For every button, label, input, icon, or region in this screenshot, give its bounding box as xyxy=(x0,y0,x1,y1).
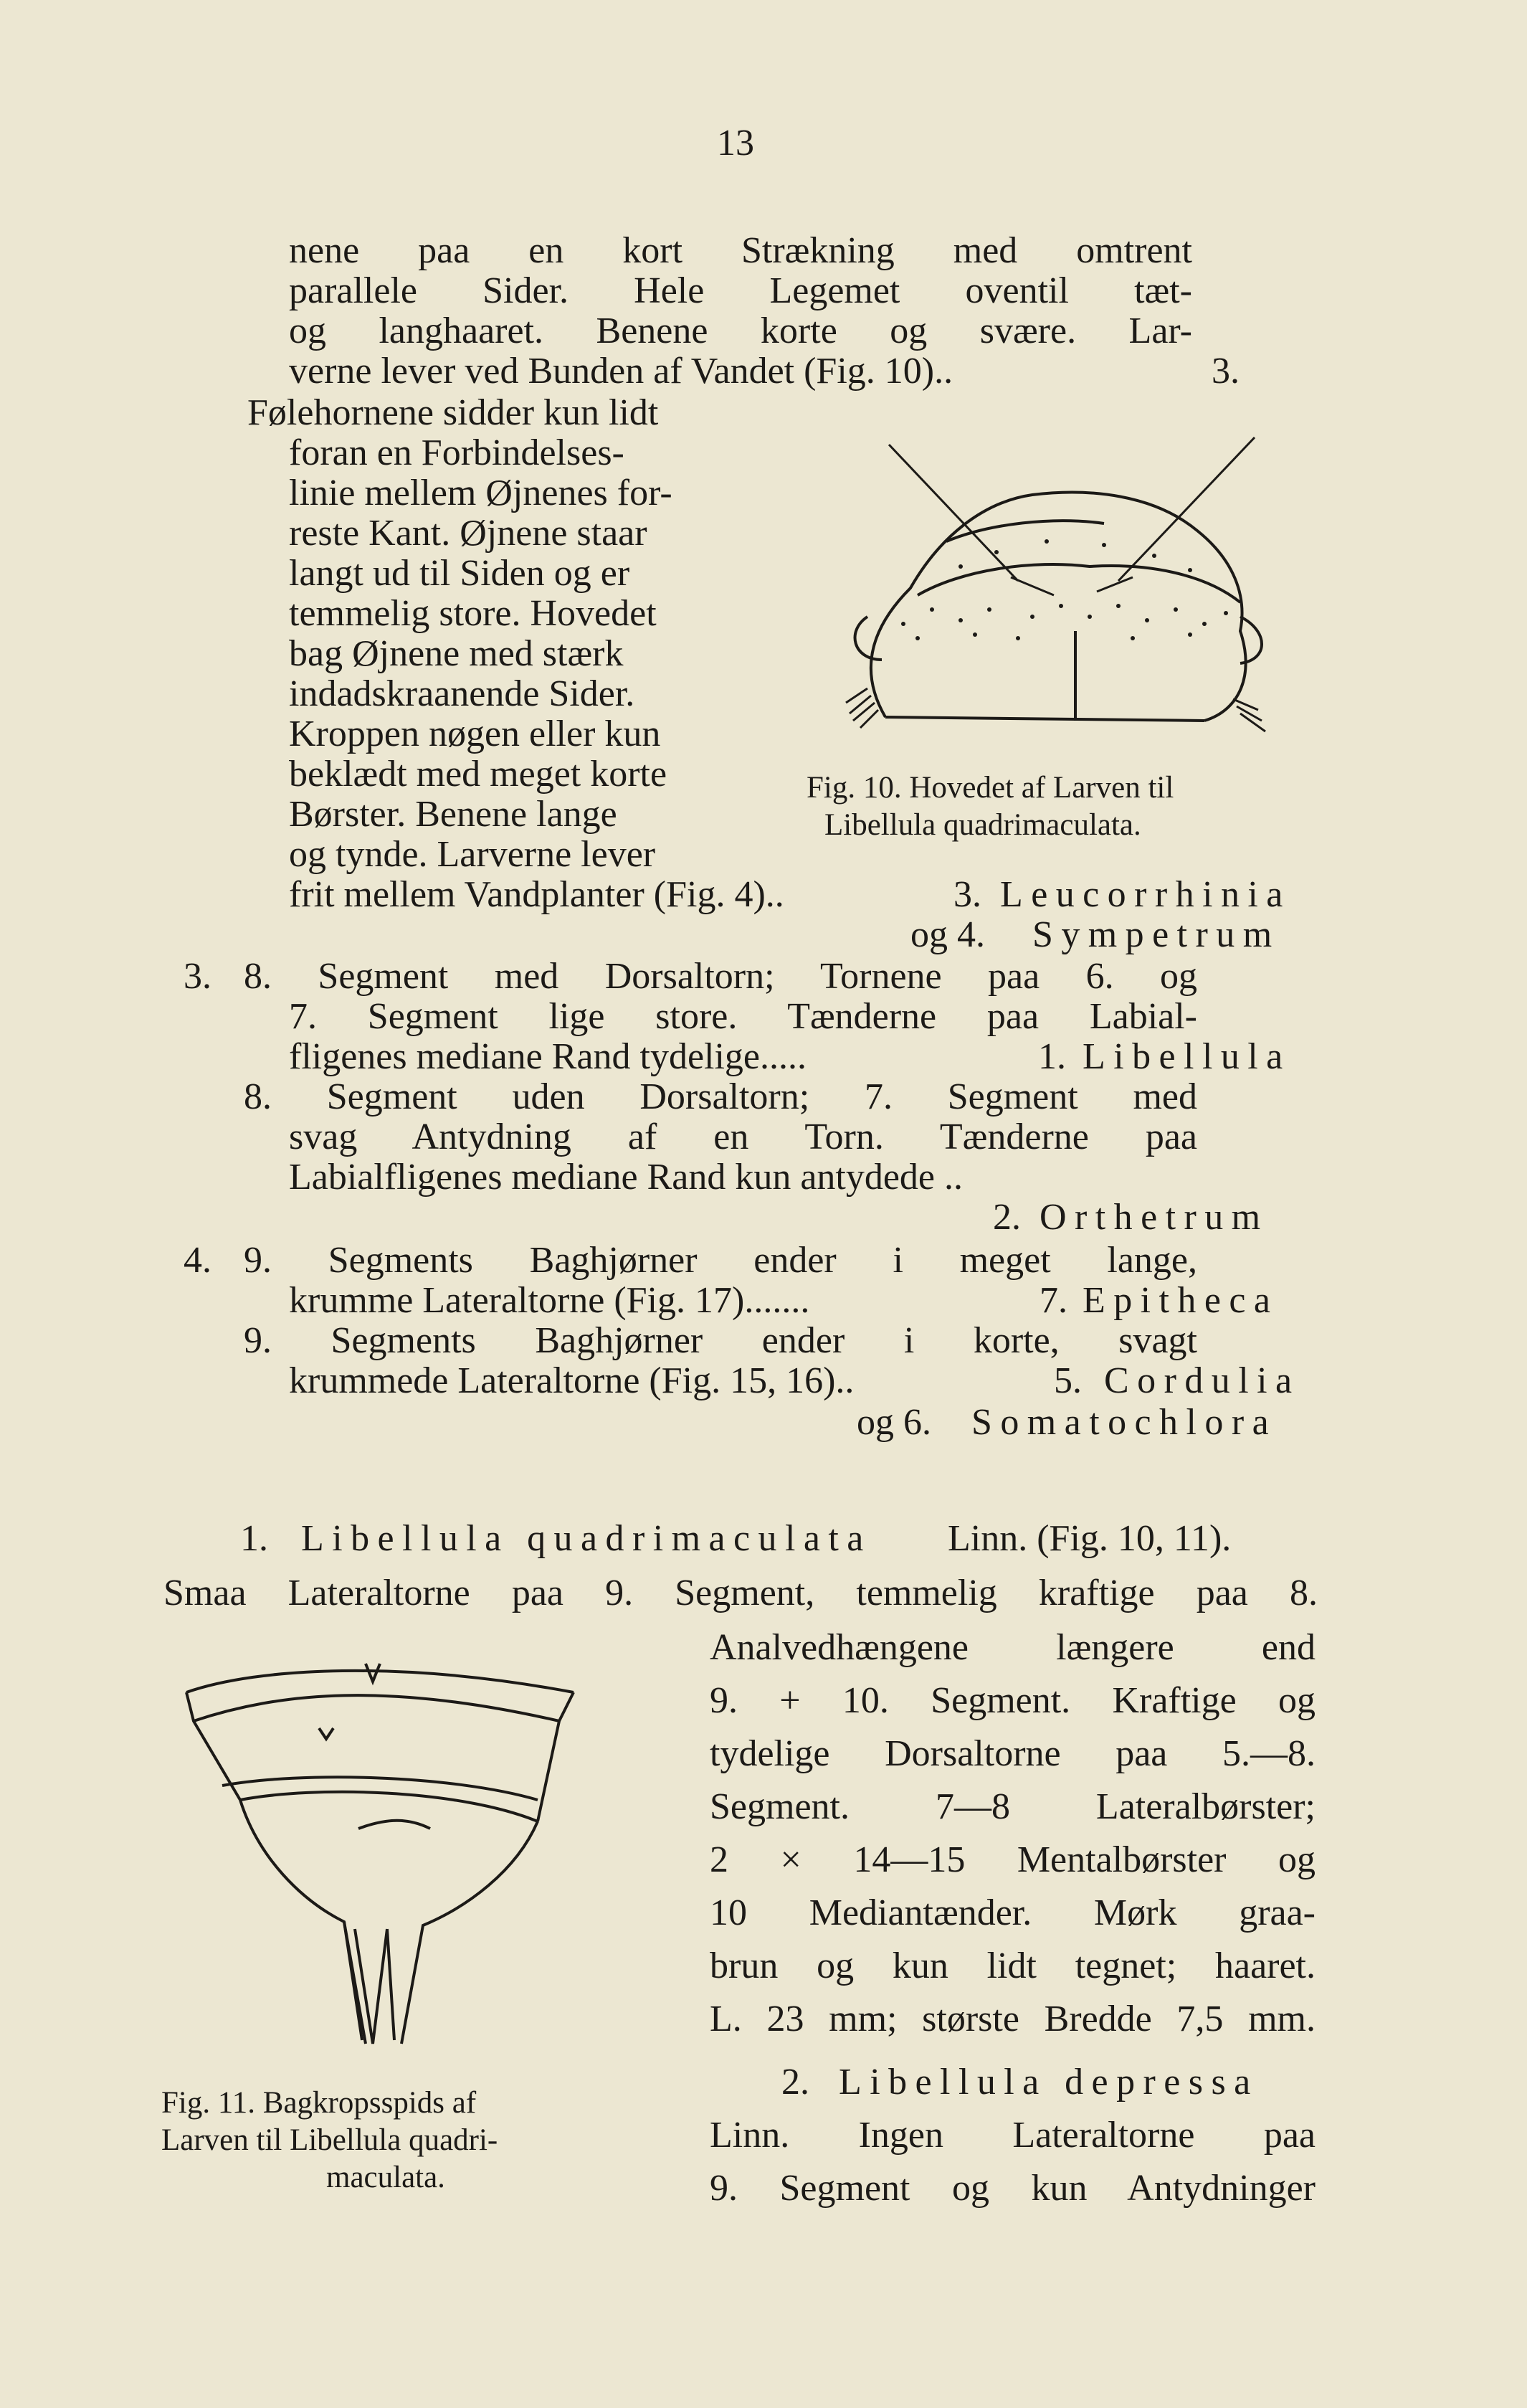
fig11-caption: maculata. xyxy=(326,2161,445,2194)
key-line: indadskraanende Sider. xyxy=(289,673,635,714)
genus-name: Leucorrhinia xyxy=(1000,874,1291,915)
key-ref: og 4. xyxy=(910,914,985,955)
key-line: Følehornene sidder kun lidt xyxy=(247,392,659,433)
couplet-number: 3. xyxy=(184,956,211,997)
key-line: Labialfligenes mediane Rand kun antydede .. xyxy=(289,1157,964,1198)
species-name: Libellula quadrimaculata xyxy=(301,1518,872,1559)
species-description-line: Analvedhængene længere end xyxy=(710,1627,1316,1668)
key-ref: og 6. xyxy=(857,1402,931,1443)
species-description-line: 10 Mediantænder. Mørk graa- xyxy=(710,1892,1316,1933)
key-line: Kroppen nøgen eller kun xyxy=(289,714,661,754)
species-name: Libellula depressa xyxy=(839,2062,1259,2103)
key-ref: 5. xyxy=(1054,1360,1082,1401)
species-description-line: brun og kun lidt tegnet; haaret. xyxy=(710,1945,1316,1986)
species-description-line: 2 × 14—15 Mentalbørster og xyxy=(710,1839,1316,1880)
fig11-abdomen-tip-illustration xyxy=(172,1642,645,2087)
key-line: verne lever ved Bunden af Vandet (Fig. 10).. xyxy=(289,351,953,392)
genus-name: Cordulia xyxy=(1104,1360,1300,1401)
key-line: 8. Segment uden Dorsaltorn; 7. Segment med xyxy=(244,1076,1197,1117)
species-author: Linn. (Fig. 10, 11). xyxy=(948,1518,1232,1559)
page-number: 13 xyxy=(717,123,754,163)
fig11-caption: Fig. 11. Bagkropsspids af xyxy=(161,2086,477,2120)
key-line: krummede Lateraltorne (Fig. 15, 16).. xyxy=(289,1360,855,1401)
key-line: og tynde. Larverne lever xyxy=(289,834,656,875)
key-ref: 3. xyxy=(953,874,981,915)
genus-name: Sympetrum xyxy=(1032,914,1280,955)
species-description-line: 9. Segment og kun Antydninger xyxy=(710,2168,1316,2209)
key-line: 8. Segment med Dorsaltorn; Tornene paa 6. og xyxy=(244,956,1197,997)
fig11-caption: Larven til Libellula quadri- xyxy=(161,2123,498,2157)
species-description-line: Segment. 7—8 Lateralbørster; xyxy=(710,1786,1316,1827)
key-line: fligenes mediane Rand tydelige..... xyxy=(289,1036,807,1077)
key-line: svag Antydning af en Torn. Tænderne paa xyxy=(289,1117,1197,1157)
key-line: foran en Forbindelses- xyxy=(289,432,624,473)
genus-name: Epitheca xyxy=(1083,1280,1279,1321)
key-line: bag Øjnene med stærk xyxy=(289,633,624,674)
key-line: reste Kant. Øjnene staar xyxy=(289,513,647,554)
key-line: nene paa en kort Strækning med omtrent xyxy=(289,230,1192,271)
couplet-number: 4. xyxy=(184,1240,211,1281)
key-line: frit mellem Vandplanter (Fig. 4).. xyxy=(289,874,784,915)
key-line: Børster. Benene lange xyxy=(289,794,617,835)
key-line: 9. Segments Baghjørner ender i korte, svagt xyxy=(244,1320,1197,1361)
key-line: parallele Sider. Hele Legemet oventil tæt- xyxy=(289,270,1192,311)
genus-name: Somatochlora xyxy=(971,1402,1278,1443)
species-description-line: 9. + 10. Segment. Kraftige og xyxy=(710,1680,1316,1721)
fig10-caption: Libellula quadrimaculata. xyxy=(824,808,1141,842)
species-number: 1. xyxy=(240,1518,268,1559)
key-line: beklædt med meget korte xyxy=(289,754,667,795)
key-line: langt ud til Siden og er xyxy=(289,553,630,594)
species-description-line: Linn. Ingen Lateraltorne paa xyxy=(710,2115,1316,2156)
key-line: og langhaaret. Benene korte og svære. Lar- xyxy=(289,311,1192,351)
key-ref: 3. xyxy=(1212,351,1240,392)
key-line: 9. Segments Baghjørner ender i meget lange, xyxy=(244,1240,1197,1281)
key-ref: 1. xyxy=(1038,1036,1066,1077)
key-line: temmelig store. Hovedet xyxy=(289,593,657,634)
key-ref: 7. xyxy=(1040,1280,1067,1321)
species-description-line: tydelige Dorsaltorne paa 5.—8. xyxy=(710,1733,1316,1774)
genus-name: Libellula xyxy=(1083,1036,1291,1077)
fig10-larva-head-illustration xyxy=(817,416,1319,746)
fig10-caption: Fig. 10. Hovedet af Larven til xyxy=(807,771,1174,805)
genus-name: Orthetrum xyxy=(1040,1197,1269,1238)
key-line: krumme Lateraltorne (Fig. 17)....... xyxy=(289,1280,810,1321)
key-line: 7. Segment lige store. Tænderne paa Labial- xyxy=(289,996,1197,1037)
species-number: 2. xyxy=(781,2062,809,2103)
key-ref: 2. xyxy=(993,1197,1021,1238)
species-description-line: L. 23 mm; største Bredde 7,5 mm. xyxy=(710,1999,1316,2039)
key-line: linie mellem Øjnenes for- xyxy=(289,473,672,513)
species-description-line: Smaa Lateraltorne paa 9. Segment, temmelig kraftige paa 8. xyxy=(163,1573,1318,1613)
